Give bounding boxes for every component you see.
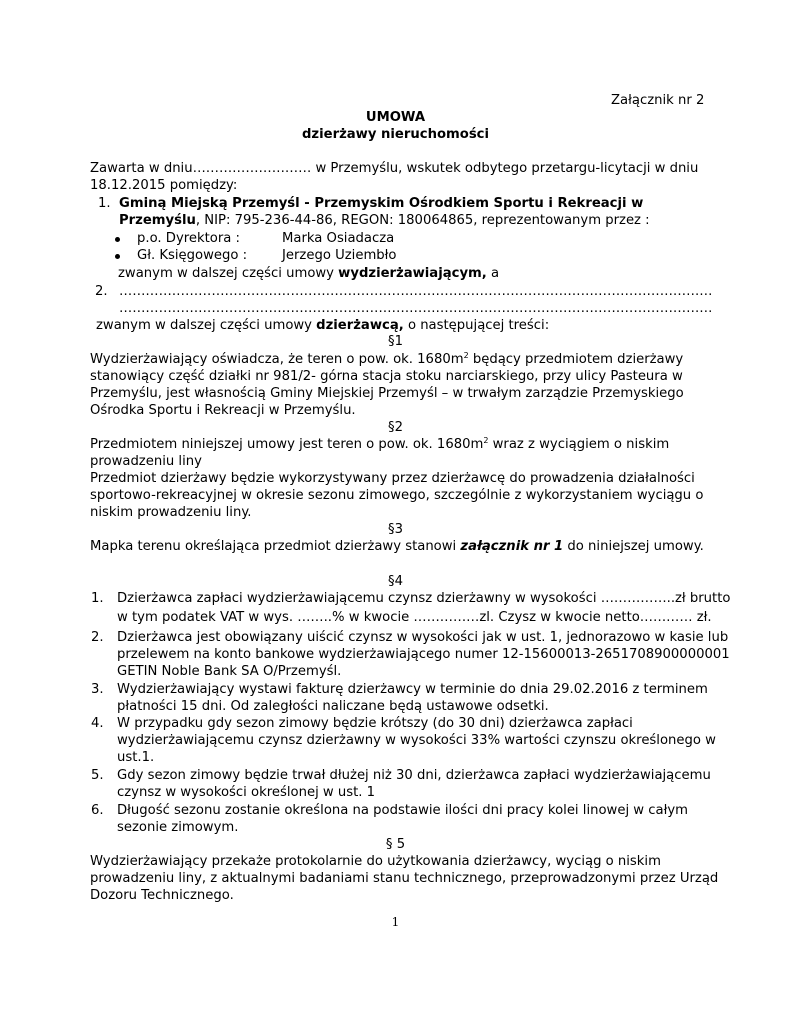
intro-line-2: 18.12.2015 pomiędzy:: [90, 178, 238, 193]
s4-item-2-line-2: przelewem na konto bankowe wydzierżawiającego numer 12-15600013-2651708900000001: [117, 647, 730, 662]
rep1-role: p.o. Dyrektora :: [137, 231, 241, 246]
page-number: 1: [391, 915, 400, 929]
s4-item-6-line-2: sezonie zimowym.: [117, 820, 239, 835]
s4-item-4-line-3: ust.1.: [117, 750, 155, 765]
section5-heading: § 5: [385, 837, 406, 852]
s4-item-number: 6.: [91, 803, 104, 818]
s4-item-number: 5.: [91, 768, 104, 783]
party1-called-post: a: [486, 266, 500, 281]
s4-item-number: 2.: [91, 630, 104, 645]
party2-called-pre: zwanym w dalszej części umowy: [96, 318, 317, 333]
party2-dots-1: ………………………………………………………………………………………………………………………: [119, 284, 713, 299]
section5-line-3: Dozoru Technicznego.: [90, 888, 234, 903]
party2-dots-2: ………………………………………………………………………………………………………………………: [119, 301, 713, 316]
party1-name-line2: [119, 212, 650, 229]
section3-line-1-pre: Mapka terenu określająca przedmiot dzierżawy stanowi: [90, 539, 461, 554]
section1-line-1-pre: Wydzierżawiający oświadcza, że teren o pow. ok. 1680m: [90, 352, 464, 367]
bullet-icon: [115, 237, 120, 242]
section2-line-2: prowadzeniu liny: [90, 454, 202, 469]
s4-item-4-line-2: wydzierżawiającemu czynsz dzierżawny w wysokości 33% wartości czynszu określonego w: [117, 733, 716, 748]
s4-item-2-line-1: Dzierżawca jest obowiązany uiścić czynsz w wysokości jak w ust. 1, jednorazowo w kasie lub: [117, 630, 729, 645]
section2-line-3: Przedmiot dzierżawy będzie wykorzystywany przez dzierżawcę do prowadzenia działalności: [90, 471, 695, 486]
section1-line-4: Ośrodka Sportu i Rekreacji w Przemyślu.: [90, 403, 356, 418]
section1-line-1: [90, 351, 683, 368]
party2-called-post: o następującej treści:: [403, 318, 550, 333]
annex-reference: załącznik nr 1: [460, 539, 564, 554]
s4-item-number: 1.: [91, 591, 104, 606]
s4-item-4-line-1: W przypadku gdy sezon zimowy będzie krótszy (do 30 dni) dzierżawca zapłaci: [117, 716, 633, 731]
section1-line-1-post: będący przedmiotem dzierżawy: [468, 352, 684, 367]
section3-line-1-post: do niniejszej umowy.: [563, 539, 704, 554]
section1-line-3: Przemyślu, jest własnością Gminy Miejskiej Przemyśl – w trwałym zarządzie Przemyskiego: [90, 386, 684, 401]
intro-line-1: Zawarta w dniu……………………… w Przemyślu, wskutek odbytego przetargu-licytacji w dniu: [90, 161, 699, 176]
section3-line-1: [90, 538, 704, 555]
s4-item-3-line-2: płatności 15 dni. Od zaległości naliczane będą ustawowe odsetki.: [117, 699, 549, 714]
party1-name-bold: Przemyślu: [119, 213, 196, 228]
s4-item-number: 3.: [91, 682, 104, 697]
section5-line-2: prowadzeniu liny, z aktualnymi badaniami stanu technicznego, przeprowadzonymi przez Urząd: [90, 871, 719, 886]
rep1-name: Marka Osiadacza: [282, 231, 395, 246]
s4-item-3-line-1: Wydzierżawiający wystawi fakturę dzierżawcy w terminie do dnia 29.02.2016 z terminem: [117, 682, 708, 697]
document-subtitle: dzierżawy nieruchomości: [301, 127, 490, 142]
party2-number: 2.: [95, 284, 108, 299]
section2-sup: 2: [483, 436, 489, 445]
section1-sup: 2: [463, 351, 469, 360]
section2-line-5: niskim prowadzeniu liny.: [90, 505, 252, 520]
party1-called: [118, 265, 499, 282]
section2-line-4: sportowo-rekreacyjnej w okresie sezonu zimowego, szczególnie z wykorzystaniem wyciągu o: [90, 488, 704, 503]
s4-item-6-line-1: Długość sezonu zostanie określona na podstawie ilości dni pracy kolei linowej w całym: [117, 803, 689, 818]
party2-called-bold: dzierżawcą,: [316, 318, 404, 333]
s4-item-1-line-2: w tym podatek VAT w wys. ……..% w kwocie ……………zl. Czysz w kwocie netto………… zł.: [117, 610, 712, 625]
party1-name-line1: Gminą Miejską Przemyśl - Przemyskim Ośrodkiem Sportu i Rekreacji w: [119, 196, 644, 211]
rep2-name: Jerzego Uziembło: [282, 248, 397, 263]
party1-identifiers: , NIP: 795-236-44-86, REGON: 180064865, reprezentowanym przez :: [195, 213, 650, 228]
section2-heading: §2: [388, 420, 403, 435]
s4-item-5-line-2: czynsz w wysokości określonej w ust. 1: [117, 785, 376, 800]
rep2-role: Gł. Księgowego :: [137, 248, 248, 263]
section2-line-1-pre: Przedmiotem niniejszej umowy jest teren o pow. ok. 1680m: [90, 437, 484, 452]
s4-item-number: 4.: [91, 716, 104, 731]
section2-line-1: [90, 436, 669, 453]
s4-item-5-line-1: Gdy sezon zimowy będzie trwał dłużej niż 30 dni, dzierżawca zapłaci wydzierżawiającemu: [117, 768, 711, 783]
section2-line-1-post: wraz z wyciągiem o niskim: [488, 437, 670, 452]
section1-heading: §1: [388, 334, 403, 349]
s4-item-2-line-3: GETIN Noble Bank SA O/Przemyśl.: [117, 664, 342, 679]
bullet-icon: [115, 254, 120, 259]
section3-heading: §3: [388, 522, 403, 537]
party1-called-pre: zwanym w dalszej części umowy: [118, 266, 339, 281]
section5-line-1: Wydzierżawiający przekaże protokolarnie do użytkowania dzierżawcy, wyciąg o niskim: [90, 854, 661, 869]
party1-called-bold: wydzierżawiającym,: [338, 266, 487, 281]
section1-line-2: stanowiący część działki nr 981/2- górna stacja stoku narciarskiego, przy ulicy Pasteura w: [90, 369, 683, 384]
annex-label: Załącznik nr 2: [611, 93, 705, 108]
party1-number: 1.: [98, 196, 111, 211]
party2-called: [96, 317, 549, 334]
s4-item-1-line-1: Dzierżawca zapłaci wydzierżawiającemu czynsz dzierżawny w wysokości ……………..zł brutto: [117, 591, 731, 606]
document-title: UMOWA: [365, 110, 426, 125]
section4-heading: §4: [388, 574, 403, 589]
